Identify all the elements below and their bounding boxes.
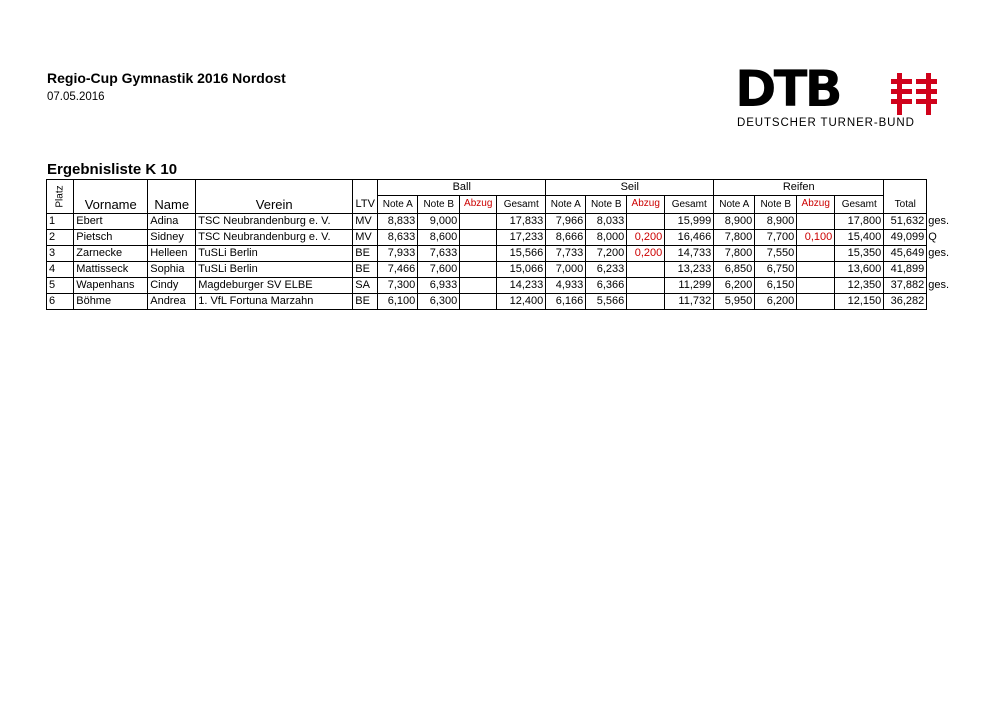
cell-ball-note-b: 7,633 <box>418 246 460 262</box>
cell-total: 36,282 <box>884 294 927 310</box>
cell-reifen-note-a: 7,800 <box>714 230 755 246</box>
cell-seil-abzug: 0,200 <box>627 230 665 246</box>
cell-qualification-note: ges. <box>928 279 950 291</box>
header-ball: Ball <box>378 180 546 196</box>
cell-verein: TSC Neubrandenburg e. V. <box>196 230 353 246</box>
cell-ball-abzug <box>460 214 497 230</box>
cell-ltv: MV <box>353 230 378 246</box>
cell-reifen-abzug <box>797 278 835 294</box>
cell-seil-note-a: 7,000 <box>546 262 586 278</box>
cell-name: Sidney <box>148 230 196 246</box>
cell-reifen-gesamt: 12,350 <box>835 278 884 294</box>
cell-reifen-note-b: 6,200 <box>755 294 797 310</box>
cell-qualification-note <box>927 262 957 278</box>
cell-reifen-note-a: 6,200 <box>714 278 755 294</box>
header-seil-note-a: Note A <box>546 196 586 214</box>
cell-verein: TuSLi Berlin <box>196 262 353 278</box>
header-name: Name <box>148 196 196 214</box>
cell-name: Cindy <box>148 278 196 294</box>
cell-reifen-note-b: 7,550 <box>755 246 797 262</box>
header-seil-abzug: Abzug <box>627 196 665 214</box>
cell-seil-abzug <box>627 294 665 310</box>
cell-ball-abzug <box>460 294 497 310</box>
cell-ball-note-b: 6,933 <box>418 278 460 294</box>
cell-ball-abzug <box>460 262 497 278</box>
header-ltv: LTV <box>353 196 378 214</box>
cell-total: 41,899 <box>884 262 927 278</box>
table-row <box>47 230 957 246</box>
cell-platz: 3 <box>47 246 74 262</box>
cell-reifen-gesamt: 12,150 <box>835 294 884 310</box>
cell-seil-note-a: 4,933 <box>546 278 586 294</box>
cell-seil-gesamt: 16,466 <box>665 230 714 246</box>
cell-reifen-note-b: 8,900 <box>755 214 797 230</box>
cell-name: Andrea <box>148 294 196 310</box>
cell-seil-note-a: 8,666 <box>546 230 586 246</box>
header-row-disciplines <box>47 180 957 196</box>
cell-reifen-gesamt: 13,600 <box>835 262 884 278</box>
cell-seil-gesamt: 14,733 <box>665 246 714 262</box>
cell-vorname: Mattisseck <box>74 262 148 278</box>
cell-ball-gesamt: 12,400 <box>497 294 546 310</box>
cell-seil-note-a: 7,733 <box>546 246 586 262</box>
table-row <box>47 278 957 294</box>
header-ball-gesamt: Gesamt <box>497 196 546 214</box>
cell-ball-note-b: 9,000 <box>418 214 460 230</box>
table-row <box>47 294 957 310</box>
cell-seil-note-b: 7,200 <box>586 246 627 262</box>
cell-verein: TSC Neubrandenburg e. V. <box>196 214 353 230</box>
cell-seil-note-b: 5,566 <box>586 294 627 310</box>
cell-name: Adina <box>148 214 196 230</box>
cell-reifen-note-a: 7,800 <box>714 246 755 262</box>
header-reifen-note-a: Note A <box>714 196 755 214</box>
cell-verein: 1. VfL Fortuna Marzahn <box>196 294 353 310</box>
cell-platz: 2 <box>47 230 74 246</box>
header-seil-note-b: Note B <box>586 196 627 214</box>
cell-ball-gesamt: 17,833 <box>497 214 546 230</box>
cell-reifen-abzug <box>797 214 835 230</box>
cell-ball-abzug <box>460 230 497 246</box>
cell-platz: 5 <box>47 278 74 294</box>
dtb-logo <box>735 60 940 132</box>
cell-seil-note-b: 6,233 <box>586 262 627 278</box>
cell-seil-abzug <box>627 278 665 294</box>
document-title: Regio-Cup Gymnastik 2016 Nordost <box>47 70 286 86</box>
cell-ball-gesamt: 14,233 <box>497 278 546 294</box>
table-row <box>47 214 957 230</box>
header-reifen-abzug: Abzug <box>797 196 835 214</box>
cell-qualification-note: ges. <box>928 247 950 259</box>
cell-vorname: Böhme <box>74 294 148 310</box>
header-reifen-note-b: Note B <box>755 196 797 214</box>
header-reifen-gesamt: Gesamt <box>835 196 884 214</box>
logo-subtitle: DEUTSCHER TURNER-BUND <box>737 117 915 129</box>
cell-seil-gesamt: 11,299 <box>665 278 714 294</box>
cell-ball-note-a: 7,933 <box>378 246 418 262</box>
cell-ball-gesamt: 15,066 <box>497 262 546 278</box>
header-vorname: Vorname <box>74 196 148 214</box>
cell-ball-note-a: 8,833 <box>378 214 418 230</box>
cell-name: Helleen <box>148 246 196 262</box>
cell-reifen-note-b: 6,150 <box>755 278 797 294</box>
logo-letters: DTB <box>735 60 840 118</box>
cell-reifen-gesamt: 15,350 <box>835 246 884 262</box>
table-row <box>47 262 957 278</box>
cell-seil-gesamt: 11,732 <box>665 294 714 310</box>
cell-reifen-gesamt: 17,800 <box>835 214 884 230</box>
cell-vorname: Zarnecke <box>74 246 148 262</box>
cell-ball-gesamt: 17,233 <box>497 230 546 246</box>
cell-ball-note-a: 7,466 <box>378 262 418 278</box>
cell-reifen-abzug <box>797 262 835 278</box>
cell-ball-abzug <box>460 278 497 294</box>
cell-reifen-abzug <box>797 294 835 310</box>
cell-verein: Magdeburger SV ELBE <box>196 278 353 294</box>
cell-ball-note-b: 6,300 <box>418 294 460 310</box>
header-ball-abzug: Abzug <box>460 196 497 214</box>
cell-ltv: BE <box>353 262 378 278</box>
header-total: Total <box>884 196 927 214</box>
cell-seil-abzug: 0,200 <box>627 246 665 262</box>
cell-seil-note-a: 6,166 <box>546 294 586 310</box>
cell-name: Sophia <box>148 262 196 278</box>
header-seil-gesamt: Gesamt <box>665 196 714 214</box>
cell-ltv: MV <box>353 214 378 230</box>
cell-ball-abzug <box>460 246 497 262</box>
cell-seil-gesamt: 13,233 <box>665 262 714 278</box>
cell-total: 51,632 <box>884 214 927 230</box>
cell-total: 37,882 <box>884 278 927 294</box>
cell-seil-abzug <box>627 262 665 278</box>
cell-seil-note-a: 7,966 <box>546 214 586 230</box>
cell-seil-gesamt: 15,999 <box>665 214 714 230</box>
cell-verein: TuSLi Berlin <box>196 246 353 262</box>
cell-seil-note-b: 8,000 <box>586 230 627 246</box>
cell-reifen-gesamt: 15,400 <box>835 230 884 246</box>
cell-total: 49,099 <box>884 230 927 246</box>
cell-seil-abzug <box>627 214 665 230</box>
header-ball-note-b: Note B <box>418 196 460 214</box>
table-row <box>47 246 957 262</box>
cell-ball-gesamt: 15,566 <box>497 246 546 262</box>
cell-qualification-note <box>927 294 957 310</box>
header-row-columns <box>47 196 957 214</box>
cell-ball-note-a: 8,633 <box>378 230 418 246</box>
header-platz: Platz <box>47 180 74 214</box>
results-table <box>46 179 957 310</box>
cell-ball-note-b: 7,600 <box>418 262 460 278</box>
results-heading: Ergebnisliste K 10 <box>47 161 178 178</box>
cell-qualification-note: ges. <box>928 215 950 227</box>
header-reifen: Reifen <box>714 180 884 196</box>
cell-ball-note-b: 8,600 <box>418 230 460 246</box>
cell-qualification-note: Q <box>928 231 937 243</box>
cell-platz: 4 <box>47 262 74 278</box>
cell-seil-note-b: 6,366 <box>586 278 627 294</box>
cell-vorname: Pietsch <box>74 230 148 246</box>
cell-vorname: Wapenhans <box>74 278 148 294</box>
cell-ltv: BE <box>353 246 378 262</box>
cell-reifen-abzug <box>797 246 835 262</box>
cell-ball-note-a: 6,100 <box>378 294 418 310</box>
cell-reifen-note-a: 6,850 <box>714 262 755 278</box>
cell-reifen-note-b: 7,700 <box>755 230 797 246</box>
header-verein: Verein <box>196 196 353 214</box>
turner-cross-icon <box>891 73 937 115</box>
cell-vorname: Ebert <box>74 214 148 230</box>
cell-reifen-abzug: 0,100 <box>797 230 835 246</box>
cell-reifen-note-a: 8,900 <box>714 214 755 230</box>
document-date: 07.05.2016 <box>47 91 105 103</box>
header-seil: Seil <box>546 180 714 196</box>
cell-seil-note-b: 8,033 <box>586 214 627 230</box>
cell-ltv: BE <box>353 294 378 310</box>
cell-total: 45,649 <box>884 246 927 262</box>
cell-ltv: SA <box>353 278 378 294</box>
header-ball-note-a: Note A <box>378 196 418 214</box>
cell-ball-note-a: 7,300 <box>378 278 418 294</box>
cell-platz: 6 <box>47 294 74 310</box>
cell-platz: 1 <box>47 214 74 230</box>
cell-reifen-note-b: 6,750 <box>755 262 797 278</box>
cell-reifen-note-a: 5,950 <box>714 294 755 310</box>
